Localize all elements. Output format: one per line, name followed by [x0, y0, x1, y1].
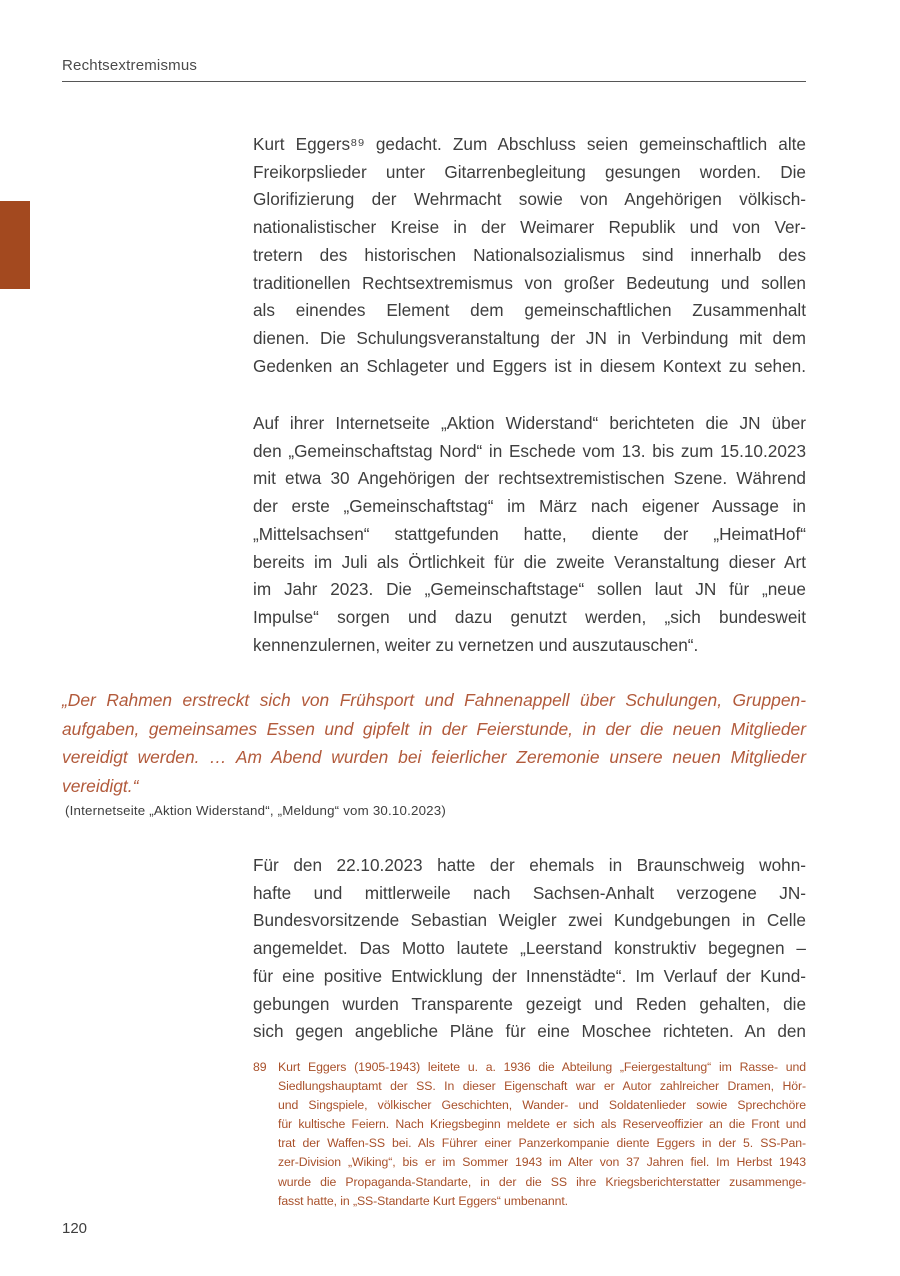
text-line: „Der Rahmen erstreckt sich von Frühsport und Fahnenappell über Schulungen, Gruppen- — [62, 690, 806, 710]
footnote-89 — [253, 1058, 806, 1211]
text-line: traditionellen Rechtsextremismus von großer Bedeutung und sollen — [253, 272, 806, 293]
text-line: der erste „Gemeinschaftstag“ im März nach eigener Aussage in — [253, 496, 806, 517]
text-line: aufgaben, gemeinsames Essen und gipfelt in der Feierstunde, in der die neuen Mitglieder — [62, 718, 806, 739]
text-line: als einendes Element dem gemeinschaftlichen Zusammenhalt — [253, 300, 806, 321]
text-line: Kurt Eggers⁸⁹ gedacht. Zum Abschluss seien gemeinschaftlich alte — [253, 134, 806, 154]
text-line: dienen. Die Schulungsveranstaltung der JN in Verbindung mit dem — [253, 327, 806, 348]
pull-quote — [62, 686, 806, 801]
text-line: vereidigt werden. … Am Abend wurden bei feierlicher Zeremonie unsere neuen Mitglieder — [62, 747, 806, 768]
paragraph-3 — [253, 852, 806, 1046]
text-line: wurde die Propaganda-Standarte, in der die SS ihre Kriegsberichterstatter zusammenge- — [278, 1174, 806, 1189]
text-line: für eine positive Entwicklung der Innenstädte“. Im Verlauf der Kund- — [253, 965, 806, 986]
page-number: 120 — [62, 1220, 88, 1237]
text-line: nationalistischer Kreise in der Weimarer Republik und von Ver- — [253, 217, 806, 238]
text-line: Impulse“ sorgen und dazu genutzt werden, „sich bundesweit — [253, 606, 806, 627]
text-line: trat der Waffen-SS bei. Als Führer einer Panzerkompanie diente Eggers in der 5. SS-Pan- — [278, 1136, 806, 1151]
text-line: tretern des historischen Nationalsozialismus sind innerhalb des — [253, 244, 806, 265]
footnote-number: 89 — [253, 1060, 267, 1074]
text-line: Für den 22.10.2023 hatte der ehemals in Braunschweig wohn- — [253, 855, 806, 875]
text-line: vereidigt.“ — [62, 776, 139, 797]
text-line: im Jahr 2023. Die „Gemeinschaftstage“ sollen laut JN für „neue — [253, 579, 806, 600]
text-line: Gedenken an Schlageter und Eggers ist in diesem Kontext zu sehen. — [253, 355, 806, 376]
text-line: hafte und mittlerweile nach Sachsen-Anhalt verzogene JN- — [253, 882, 806, 903]
footnote-text — [278, 1058, 806, 1211]
text-line: Auf ihrer Internetseite „Aktion Widerstand“ berichteten die JN über — [253, 413, 806, 433]
text-line: Kurt Eggers (1905-1943) leitete u. a. 1936 die Abteilung „Feiergestaltung“ im Rasse- und — [278, 1060, 806, 1074]
text-line: und Singspiele, völkischer Geschichten, Wander- und Soldatenlieder sowie Sprechchöre — [278, 1098, 806, 1113]
text-line: bereits im Juli als Örtlichkeit für die zweite Veranstaltung dieser Art — [253, 551, 806, 572]
text-line: den „Gemeinschaftstag Nord“ in Eschede vom 13. bis zum 15.10.2023 — [253, 440, 806, 461]
text-line: sich gegen angebliche Pläne für eine Moschee richteten. An den — [253, 1021, 806, 1042]
text-line: angemeldet. Das Motto lautete „Leerstand konstruktiv begegnen – — [253, 938, 806, 959]
text-line: mit etwa 30 Angehörigen der rechtsextremistischen Szene. Während — [253, 468, 806, 489]
running-header: Rechtsextremismus — [62, 57, 198, 74]
paragraph-2 — [253, 410, 806, 659]
paragraph-1 — [253, 131, 806, 380]
text-line: für kultische Feiern. Nach Kriegsbeginn meldete er sich als Reserveoffizier an die Front und — [278, 1117, 806, 1132]
text-line: Bundesvorsitzende Sebastian Weigler zwei Kundgebungen in Celle — [253, 910, 806, 931]
header-rule — [62, 81, 806, 82]
chapter-tab-marker — [0, 201, 30, 289]
text-line: „Mittelsachsen“ stattgefunden hatte, diente der „HeimatHof“ — [253, 523, 806, 544]
text-line: Freikorpslieder unter Gitarrenbegleitung gesungen worden. Die — [253, 161, 806, 182]
text-line: Siedlungshauptamt der SS. In dieser Eigenschaft war er Autor zahlreicher Dramen, Hör- — [278, 1079, 806, 1094]
text-line: fasst hatte, in „SS-Standarte Kurt Eggers“ umbenannt. — [278, 1193, 568, 1208]
quote-citation: (Internetseite „Aktion Widerstand“, „Meldung“ vom 30.10.2023) — [65, 803, 446, 818]
text-line: kennenzulernen, weiter zu vernetzen und auszutauschen“. — [253, 634, 699, 655]
text-line: zer-Division „Wiking“, bis er im Sommer 1943 im Alter von 37 Jahren fiel. Im Herbst 1943 — [278, 1155, 806, 1170]
text-line: Glorifizierung der Wehrmacht sowie von Angehörigen völkisch- — [253, 189, 806, 210]
text-line: gebungen wurden Transparente gezeigt und Reden gehalten, die — [253, 993, 806, 1014]
